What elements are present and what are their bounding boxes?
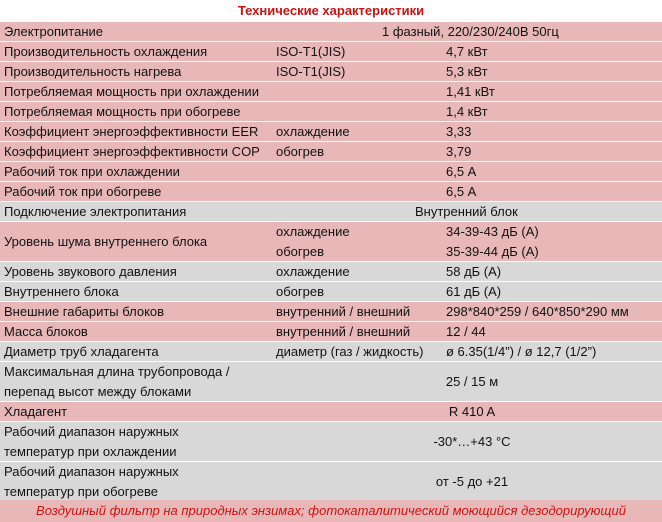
sheet-title: Технические характеристики (237, 3, 425, 18)
spec-row-sound-pressure (0, 262, 662, 282)
spec-label: температур при обогреве (4, 484, 158, 499)
spec-condition: ISO-T1(JIS) (276, 64, 346, 79)
spec-label: Масса блоков (4, 324, 88, 339)
spec-condition: обогрев (276, 144, 325, 159)
spec-label: температур при охлаждении (4, 444, 177, 459)
spec-label: Рабочий ток при обогреве (4, 184, 162, 199)
spec-row-heating-capacity (0, 62, 662, 82)
sheet-footer: Воздушный фильтр на природных энзимах; фотокаталитический моющийся дезодорирующий (0, 500, 662, 522)
spec-row-power-cooling (0, 82, 662, 102)
spec-value: 6,5 А (446, 164, 477, 179)
spec-value: 298*840*259 / 640*850*290 мм (446, 304, 629, 319)
spec-row-power-supply (0, 22, 662, 42)
spec-condition: охлаждение (276, 224, 350, 239)
spec-label: Потребляемая мощность при обогреве (4, 104, 241, 119)
spec-label: Уровень шума внутреннего блока (4, 234, 208, 249)
spec-value: 34-39-43 дБ (А) (446, 224, 539, 239)
spec-value: 25 / 15 м (445, 374, 499, 389)
spec-row-weight (0, 322, 662, 342)
spec-row-range-cooling (0, 422, 662, 462)
spec-condition: ISO-T1(JIS) (276, 44, 346, 59)
spec-row-eer (0, 122, 662, 142)
spec-row-dimensions (0, 302, 662, 322)
spec-value: 6,5 А (446, 184, 477, 199)
spec-row-noise-indoor (0, 222, 662, 262)
spec-row-indoor-unit (0, 282, 662, 302)
spec-value: R 410 A (448, 404, 496, 419)
spec-value: 61 дБ (А) (446, 284, 502, 299)
spec-label: Внутреннего блока (4, 284, 119, 299)
spec-condition: внутренний / внешний (276, 324, 411, 339)
spec-label: Уровень звукового давления (4, 264, 177, 279)
spec-condition: внутренний / внешний (276, 304, 411, 319)
spec-label: Рабочий ток при охлаждении (4, 164, 180, 179)
spec-label: Внешние габариты блоков (4, 304, 165, 319)
spec-label: Электропитание (4, 24, 103, 39)
spec-value: 35-39-44 дБ (А) (446, 244, 539, 259)
spec-label: Коэффициент энергоэффективности COP (4, 144, 260, 159)
spec-label: Потребляемая мощность при охлаждении (4, 84, 259, 99)
spec-value: 5,3 кВт (446, 64, 488, 79)
spec-value: -30*…+43 °С (433, 434, 511, 449)
spec-value: от -5 до +21 (435, 474, 509, 489)
spec-condition: охлаждение (276, 124, 350, 139)
spec-row-range-heating (0, 462, 662, 502)
spec-label: Хладагент (4, 404, 68, 419)
spec-value: 58 дБ (А) (446, 264, 502, 279)
spec-row-current-cooling (0, 162, 662, 182)
spec-label: Максимальная длина трубопровода / (4, 364, 230, 379)
spec-value: 1,41 кВт (446, 84, 495, 99)
spec-row-pipe-diameter (0, 342, 662, 362)
spec-row-pipe-length (0, 362, 662, 402)
spec-condition: диаметр (газ / жидкость) (276, 344, 424, 359)
spec-label: Рабочий диапазон наружных (4, 424, 179, 439)
spec-label: Производительность охлаждения (4, 44, 208, 59)
spec-value: 4,7 кВт (446, 44, 488, 59)
spec-value: 1,4 кВт (446, 104, 488, 119)
spec-row-cop (0, 142, 662, 162)
spec-value: Внутренний блок (415, 204, 518, 219)
spec-condition: обогрев (276, 284, 325, 299)
spec-row-refrigerant (0, 402, 662, 422)
spec-row-power-heating (0, 102, 662, 122)
spec-condition: обогрев (276, 244, 325, 259)
spec-label: Коэффициент энергоэффективности EER (4, 124, 259, 139)
spec-condition: охлаждение (276, 264, 350, 279)
spec-label: Производительность нагрева (4, 64, 182, 79)
spec-row-cooling-capacity (0, 42, 662, 62)
spec-label: Подключение электропитания (4, 204, 187, 219)
spec-value: 3,33 (446, 124, 472, 139)
spec-label: Рабочий диапазон наружных (4, 464, 179, 479)
spec-label: Диаметр труб хладагента (4, 344, 159, 359)
spec-row-power-connection (0, 202, 662, 222)
spec-row-current-heating (0, 182, 662, 202)
spec-label: перепад высот между блоками (4, 384, 192, 399)
spec-value: ø 6.35(1/4”) / ø 12,7 (1/2”) (446, 344, 597, 359)
spec-value: 3,79 (446, 144, 472, 159)
spec-value: 12 / 44 (446, 324, 486, 339)
spec-value: 1 фазный, 220/230/240В 50гц (382, 24, 559, 39)
